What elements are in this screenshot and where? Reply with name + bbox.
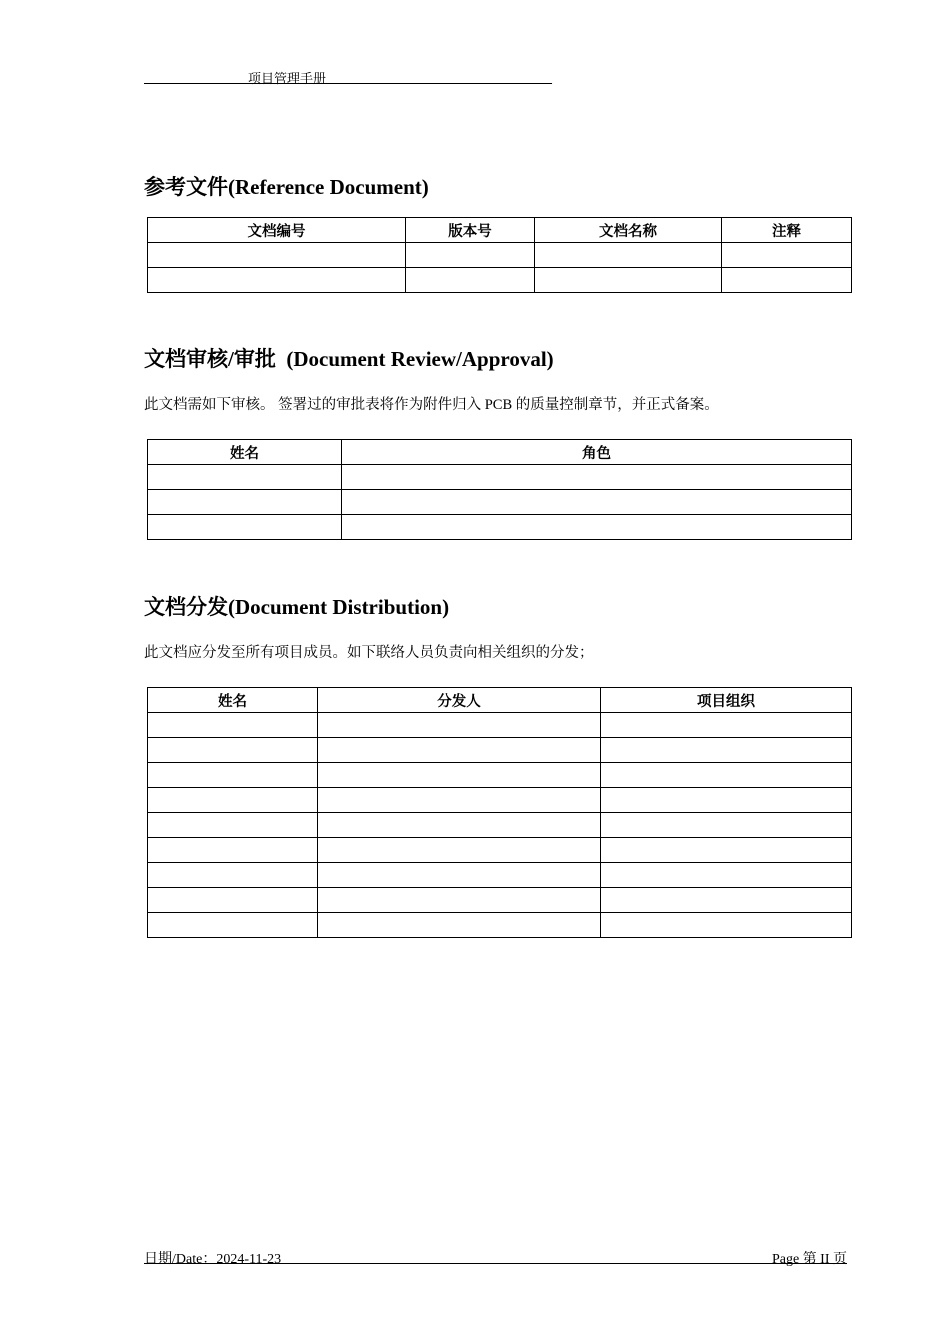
distribution-text: 此文档应分发至所有项目成员。如下联络人员负责向相关组织的分发； — [144, 645, 594, 661]
table-cell — [148, 713, 318, 738]
table-cell — [318, 863, 601, 888]
table-cell — [601, 888, 852, 913]
table-cell — [148, 913, 318, 938]
table-cell — [148, 813, 318, 838]
table-row — [148, 268, 852, 293]
table-cell — [601, 788, 852, 813]
table-cell — [318, 838, 601, 863]
table-row — [148, 713, 852, 738]
table-cell — [406, 243, 535, 268]
table-cell — [406, 268, 535, 293]
column-header: 项目组织 — [601, 688, 852, 713]
table-row — [148, 763, 852, 788]
table-cell — [148, 268, 406, 293]
column-header: 角色 — [342, 440, 852, 465]
table-cell — [148, 863, 318, 888]
table-cell — [601, 763, 852, 788]
table-row — [148, 863, 852, 888]
table-row — [148, 838, 852, 863]
review-text: 此文档需如下审核。 签署过的审批表将作为附件归入 PCB 的质量控制章节，并正式备案。 — [144, 397, 719, 413]
table-row — [148, 243, 852, 268]
reference-table — [147, 217, 852, 293]
table-header-row — [148, 688, 852, 713]
table-cell — [318, 813, 601, 838]
column-header: 文档编号 — [148, 218, 406, 243]
table-cell — [342, 515, 852, 540]
footer-date: 日期/Date：2024-11-23 — [144, 1252, 282, 1267]
table-row — [148, 738, 852, 763]
table-row — [148, 515, 852, 540]
review-table — [147, 439, 852, 540]
column-header: 文档名称 — [535, 218, 722, 243]
table-cell — [342, 490, 852, 515]
column-header: 姓名 — [148, 440, 342, 465]
table-cell — [318, 788, 601, 813]
table-cell — [342, 465, 852, 490]
table-cell — [601, 913, 852, 938]
table-cell — [148, 738, 318, 763]
table-row — [148, 913, 852, 938]
table-cell — [601, 863, 852, 888]
table-row — [148, 888, 852, 913]
table-cell — [148, 838, 318, 863]
page-header — [144, 66, 552, 84]
table-cell — [148, 490, 342, 515]
page-footer — [144, 1246, 847, 1267]
table-cell — [148, 515, 342, 540]
table-cell — [601, 738, 852, 763]
table-cell — [148, 888, 318, 913]
footer-page-number: Page 第 II 页 — [771, 1252, 847, 1267]
table-header-row — [148, 440, 852, 465]
table-cell — [318, 713, 601, 738]
review-heading: 文档审核/审批 (Document Review/Approval) — [144, 347, 554, 371]
table-cell — [148, 788, 318, 813]
table-cell — [601, 838, 852, 863]
column-header: 版本号 — [406, 218, 535, 243]
table-cell — [601, 713, 852, 738]
table-cell — [722, 243, 852, 268]
column-header: 注释 — [722, 218, 852, 243]
table-cell — [148, 465, 342, 490]
distribution-table — [147, 687, 852, 938]
header-title: 项目管理手册 — [248, 71, 327, 86]
table-cell — [722, 268, 852, 293]
table-cell — [535, 243, 722, 268]
table-cell — [318, 888, 601, 913]
column-header: 姓名 — [148, 688, 318, 713]
table-row — [148, 465, 852, 490]
table-row — [148, 490, 852, 515]
column-header: 分发人 — [318, 688, 601, 713]
reference-heading: 参考文件(Reference Document) — [144, 175, 429, 199]
distribution-heading: 文档分发(Document Distribution) — [144, 595, 450, 619]
table-cell — [318, 913, 601, 938]
table-cell — [148, 763, 318, 788]
table-cell — [148, 243, 406, 268]
table-cell — [535, 268, 722, 293]
table-row — [148, 813, 852, 838]
table-row — [148, 788, 852, 813]
table-cell — [601, 813, 852, 838]
table-cell — [318, 738, 601, 763]
table-cell — [318, 763, 601, 788]
header-tail: _ — [546, 71, 552, 85]
table-header-row — [148, 218, 852, 243]
